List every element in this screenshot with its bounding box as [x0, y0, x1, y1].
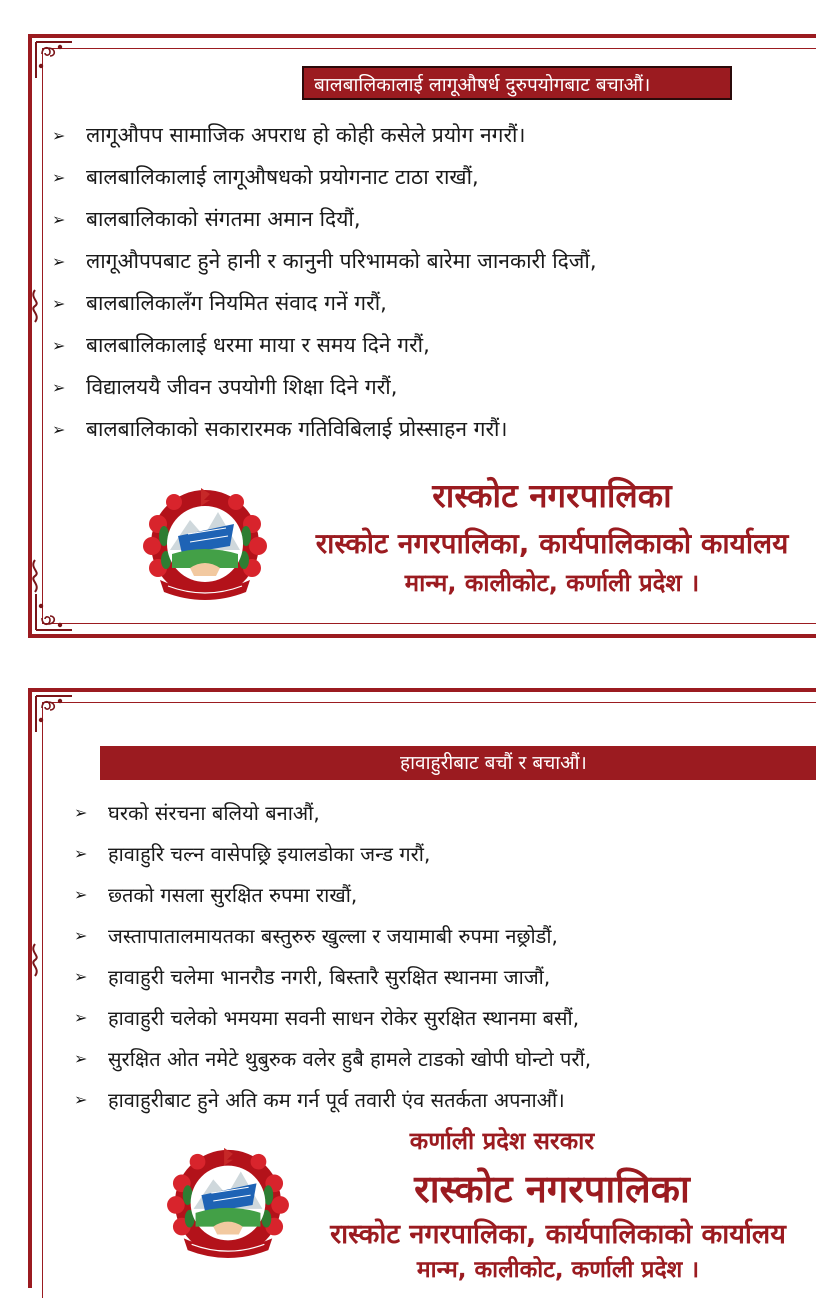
corner-ornament-icon [34, 40, 74, 80]
arrow-bullet-icon: ➢ [52, 167, 66, 187]
notice-title-banner: हावाहुरीबाट बचौं र बचाऔं। [100, 746, 816, 780]
list-item [52, 408, 597, 450]
arrow-bullet-icon: ➢ [52, 335, 66, 355]
list-item-text: हावाहुरी चलेको भमयमा सवनी साधन रोकेर सुरक्षित स्थानमा बसौं, [108, 1006, 580, 1030]
list-item-text: हावाहुरि चल्न वासेपछ्रि इयालडोका जन्ड गरौं, [108, 842, 431, 866]
list-item-text: हावाहुरी चलेमा भानरौड नगरी, बिस्तारै सुरक्षित स्थानमा जाजौं, [108, 965, 551, 989]
arrow-bullet-icon: ➢ [74, 1049, 88, 1068]
list-item-text: घरको संरचना बलियो बनाऔं, [108, 801, 320, 825]
org-name-heading: रास्कोट नगरपालिका [414, 1167, 690, 1211]
list-item [52, 156, 597, 198]
arrow-bullet-icon: ➢ [52, 377, 66, 397]
nepal-emblem-icon [160, 1144, 296, 1260]
list-item [74, 874, 591, 915]
nepal-emblem-icon [138, 484, 272, 602]
list-item-text: जस्तापातालमायतका बस्तुरुरु खुल्ला र जयामाबी रुपमा नछ्रोडौं, [108, 924, 558, 948]
list-item-text: बालबालिकाको संगतमा अमान दियौं, [86, 207, 361, 231]
list-item [52, 366, 597, 408]
arrow-bullet-icon: ➢ [74, 926, 88, 945]
list-item-text: विद्यालययै जीवन उपयोगी शिक्षा दिने गरौं, [86, 375, 398, 399]
list-item [74, 792, 591, 833]
list-item-text: छ्तको गसला सुरक्षित रुपमा राखौं, [108, 883, 358, 907]
notice-drug-abuse [28, 34, 816, 638]
list-item-text: बालबालिकाको सकारारमक गतिविबिलाई प्रोस्साहन गरौं। [86, 417, 508, 441]
arrow-bullet-icon: ➢ [74, 844, 88, 863]
government-name: कर्णाली प्रदेश सरकार [409, 1127, 595, 1155]
arrow-bullet-icon: ➢ [74, 967, 88, 986]
corner-ornament-icon [34, 592, 74, 632]
arrow-bullet-icon: ➢ [52, 251, 66, 271]
org-office-name: रास्कोट नगरपालिका, कार्यपालिकाको कार्यालय [315, 527, 789, 560]
arrow-bullet-icon: ➢ [52, 419, 66, 439]
side-ornament-icon [28, 942, 42, 978]
list-item [74, 1079, 591, 1120]
list-item-text: बालबालिकालाई लागूऔषधको प्रयोगनाट टाठा राखौं, [86, 165, 479, 189]
org-office-name: रास्कोट नगरपालिका, कार्यपालिकाको कार्यालय [330, 1219, 786, 1250]
list-item-text: सुरक्षित ओत नमेटे थुबुरुक वलेर हुबै हामले टाडको खोपी घोन्टो परौं, [108, 1047, 592, 1071]
notice-title-banner: बालबालिकालाई लागूऔषर्ध दुरुपयोगबाट बचाऔं। [302, 66, 732, 100]
list-item [52, 282, 597, 324]
list-item [52, 324, 597, 366]
list-item [52, 240, 597, 282]
list-item [74, 915, 591, 956]
arrow-bullet-icon: ➢ [74, 1008, 88, 1027]
list-item [74, 997, 591, 1038]
list-item-text: लागूऔपप सामाजिक अपराध हो कोही कसेले प्रयोग नगरौं। [86, 123, 526, 147]
corner-ornament-icon [34, 694, 74, 734]
arrow-bullet-icon: ➢ [74, 1090, 88, 1109]
org-address: मान्म, कालीकोट, कर्णाली प्रदेश । [404, 569, 700, 597]
arrow-bullet-icon: ➢ [52, 209, 66, 229]
org-name-heading: रास्कोट नगरपालिका [432, 476, 672, 515]
guideline-list [52, 114, 597, 450]
notice-windstorm [28, 688, 816, 1288]
list-item [52, 198, 597, 240]
list-item-text: बालबालिकालँग नियमित संवाद गनें गरौं, [86, 291, 387, 315]
side-ornament-icon [28, 288, 42, 324]
guideline-list [74, 792, 591, 1120]
arrow-bullet-icon: ➢ [52, 293, 66, 313]
org-address: मान्म, कालीकोट, कर्णाली प्रदेश । [416, 1257, 700, 1283]
list-item-text: बालबालिकालाई धरमा माया र समय दिने गरौं, [86, 333, 430, 357]
arrow-bullet-icon: ➢ [74, 885, 88, 904]
arrow-bullet-icon: ➢ [52, 125, 66, 145]
list-item [74, 956, 591, 997]
list-item-text: लागूऔपपबाट हुने हानी र कानुनी परिभामको बारेमा जानकारी दिजौं, [86, 249, 597, 273]
list-item [52, 114, 597, 156]
list-item [74, 833, 591, 874]
side-ornament-icon [28, 558, 42, 594]
list-item [74, 1038, 591, 1079]
list-item-text: हावाहुरीबाट हुने अति कम गर्न पूर्व तवारी एंव सतर्कता अपनाऔं। [108, 1088, 565, 1112]
arrow-bullet-icon: ➢ [74, 803, 88, 822]
